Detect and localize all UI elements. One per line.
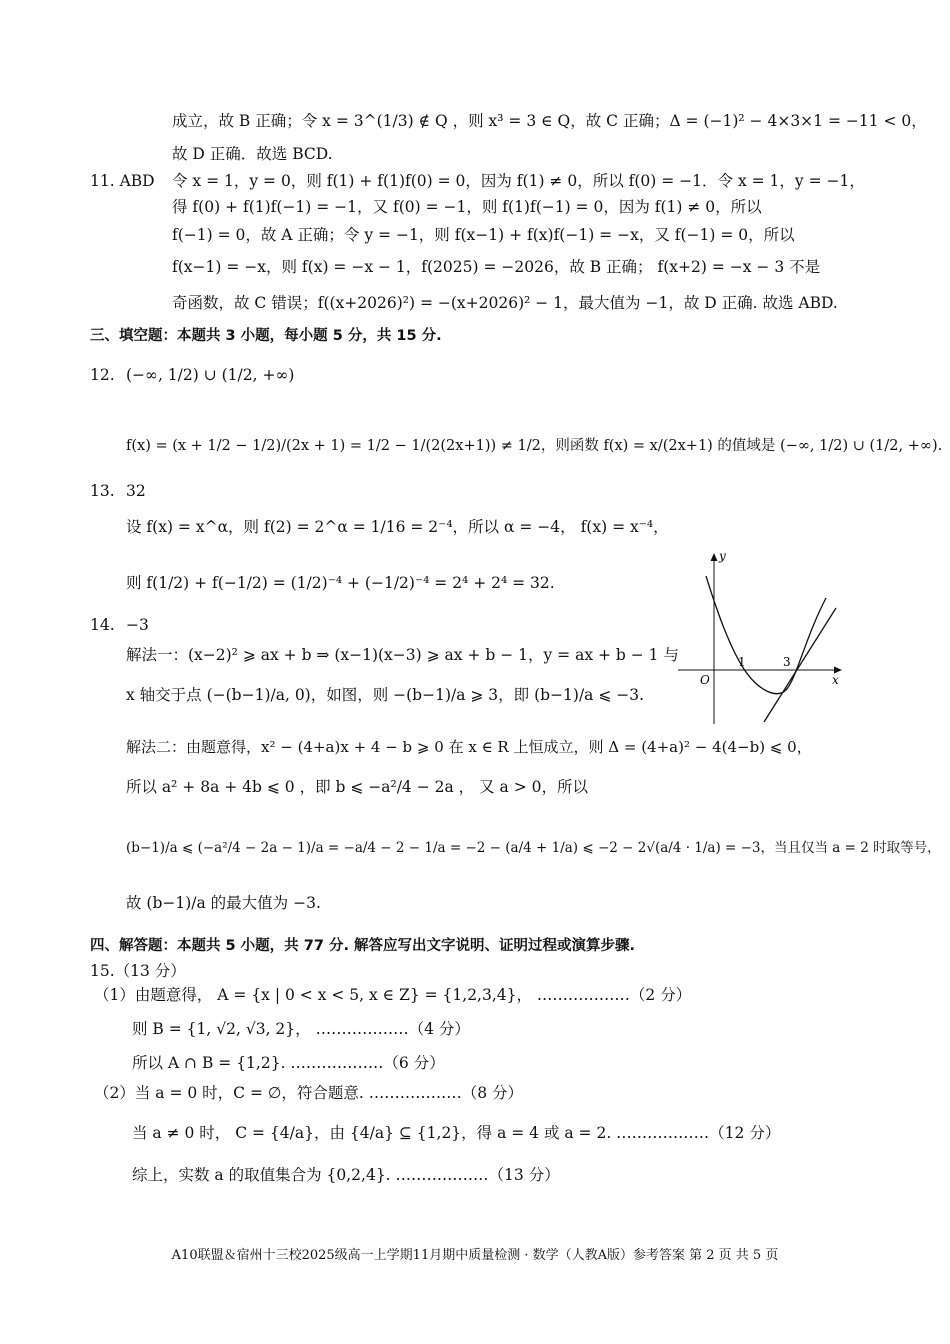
parabola-curve: [706, 576, 826, 694]
tangent-line: [764, 608, 836, 722]
q11-line-5: 奇函数，故 C 错误；f((x+2026)²) = −(x+2026)² − 1，最大值为 −1，故 D 正确. 故选 ABD.: [172, 294, 838, 312]
q12-work: f(x) = (x + 1/2 − 1/2)/(2x + 1) = 1/2 − 1/(2(2x+1)) ≠ 1/2，则函数 f(x) = x/(2x+1) 的值域是 (−∞, 1/2) ∪ (1/2, +∞).: [126, 438, 943, 454]
q13-answer: 32: [126, 482, 146, 500]
q10-line-2: 故 D 正确．故选 BCD.: [172, 145, 333, 163]
q15-header: 15.（13 分）: [90, 962, 186, 980]
q11-line-3: f(−1) = 0，故 A 正确；令 y = −1，则 f(x−1) + f(x)f(−1) = −x，又 f(−1) = 0，所以: [172, 226, 795, 244]
q11-line-1: 令 x = 1，y = 0，则 f(1) + f(1)f(0) = 0，因为 f(1) ≠ 0，所以 f(0) = −1．令 x = 1，y = −1，: [172, 172, 865, 190]
origin-label: O: [700, 673, 710, 687]
q11-number: 11. ABD: [90, 172, 155, 190]
axis-label-x: x: [832, 673, 839, 687]
section-3-heading: 三、填空题：本题共 3 小题，每小题 5 分，共 15 分.: [90, 328, 442, 344]
q12-answer: (−∞, 1/2) ∪ (1/2, +∞): [126, 366, 295, 384]
q14-line-6: 故 (b−1)/a 的最大值为 −3.: [126, 894, 321, 912]
page-footer: A10联盟＆宿州十三校2025级高一上学期11月期中质量检测 · 数学（人教A版）参考答案 第 2 页 共 5 页: [171, 1248, 779, 1263]
tick-label-1: 1: [738, 655, 746, 669]
q14-line-5: (b−1)/a ⩽ (−a²/4 − 2a − 1)/a = −a/4 − 2 − 1/a = −2 − (a/4 + 1/a) ⩽ −2 − 2√(a/4 · 1/a) = −3，当且仅当 a = 2 时取等号，: [126, 840, 941, 856]
q14-line-2: x 轴交于点 (−(b−1)/a, 0)，如图，则 −(b−1)/a ⩾ 3，即 (b−1)/a ⩽ −3.: [126, 686, 645, 704]
q15-part1-line-2: 则 B = {1, √2, √3, 2}， ………………（4 分）: [132, 1020, 470, 1038]
tick-label-3: 3: [783, 655, 791, 669]
axis-label-y: y: [719, 549, 726, 563]
q15-part2-line-3: 综上，实数 a 的取值集合为 {0,2,4}. ………………（13 分）: [132, 1166, 560, 1184]
q15-part1-line-3: 所以 A ∩ B = {1,2}. ………………（6 分）: [132, 1054, 445, 1072]
q14-line-1: 解法一：(x−2)² ⩾ ax + b ⇒ (x−1)(x−3) ⩾ ax + b − 1，y = ax + b − 1 与: [126, 646, 679, 664]
q13-number: 13.: [90, 482, 115, 500]
q13-line-2: 则 f(1/2) + f(−1/2) = (1/2)⁻⁴ + (−1/2)⁻⁴ = 2⁴ + 2⁴ = 32.: [126, 574, 555, 592]
section-4-heading: 四、解答题：本题共 5 小题，共 77 分. 解答应写出文字说明、证明过程或演算步骤.: [90, 938, 636, 954]
q11-line-4: f(x−1) = −x，则 f(x) = −x − 1，f(2025) = −2026，故 B 正确； f(x+2) = −x − 3 不是: [172, 258, 821, 276]
q12-number: 12.: [90, 366, 115, 384]
parabola-line-figure: [676, 548, 846, 726]
q15-part2-line-2: 当 a ≠ 0 时， C = {4/a}，由 {4/a} ⊆ {1,2}，得 a = 4 或 a = 2. ………………（12 分）: [132, 1124, 781, 1142]
q10-line-1: 成立，故 B 正确；令 x = 3^(1/3) ∉ Q ，则 x³ = 3 ∈ Q，故 C 正确；Δ = (−1)² − 4×3×1 = −11 < 0，: [172, 112, 927, 130]
q15-part1-line-1: （1）由题意得， A = {x | 0 < x < 5, x ∈ Z} = {1,2,3,4}， ………………（2 分）: [94, 986, 692, 1004]
q13-line-1: 设 f(x) = x^α，则 f(2) = 2^α = 1/16 = 2⁻⁴，所以 α = −4， f(x) = x⁻⁴，: [126, 518, 669, 536]
q11-line-2: 得 f(0) + f(1)f(−1) = −1，又 f(0) = −1，则 f(1)f(−1) = 0，因为 f(1) ≠ 0，所以: [172, 198, 762, 216]
q14-number: 14.: [90, 616, 115, 634]
q14-answer: −3: [126, 616, 149, 634]
q14-line-3: 解法二：由题意得，x² − (4+a)x + 4 − b ⩾ 0 在 x ∈ R 上恒成立，则 Δ = (4+a)² − 4(4−b) ⩽ 0，: [126, 738, 812, 756]
q15-part2-line-1: （2）当 a = 0 时，C = ∅，符合题意. ………………（8 分）: [94, 1084, 524, 1102]
q14-line-4: 所以 a² + 8a + 4b ⩽ 0 ，即 b ⩽ −a²/4 − 2a ， 又 a > 0，所以: [126, 778, 588, 796]
